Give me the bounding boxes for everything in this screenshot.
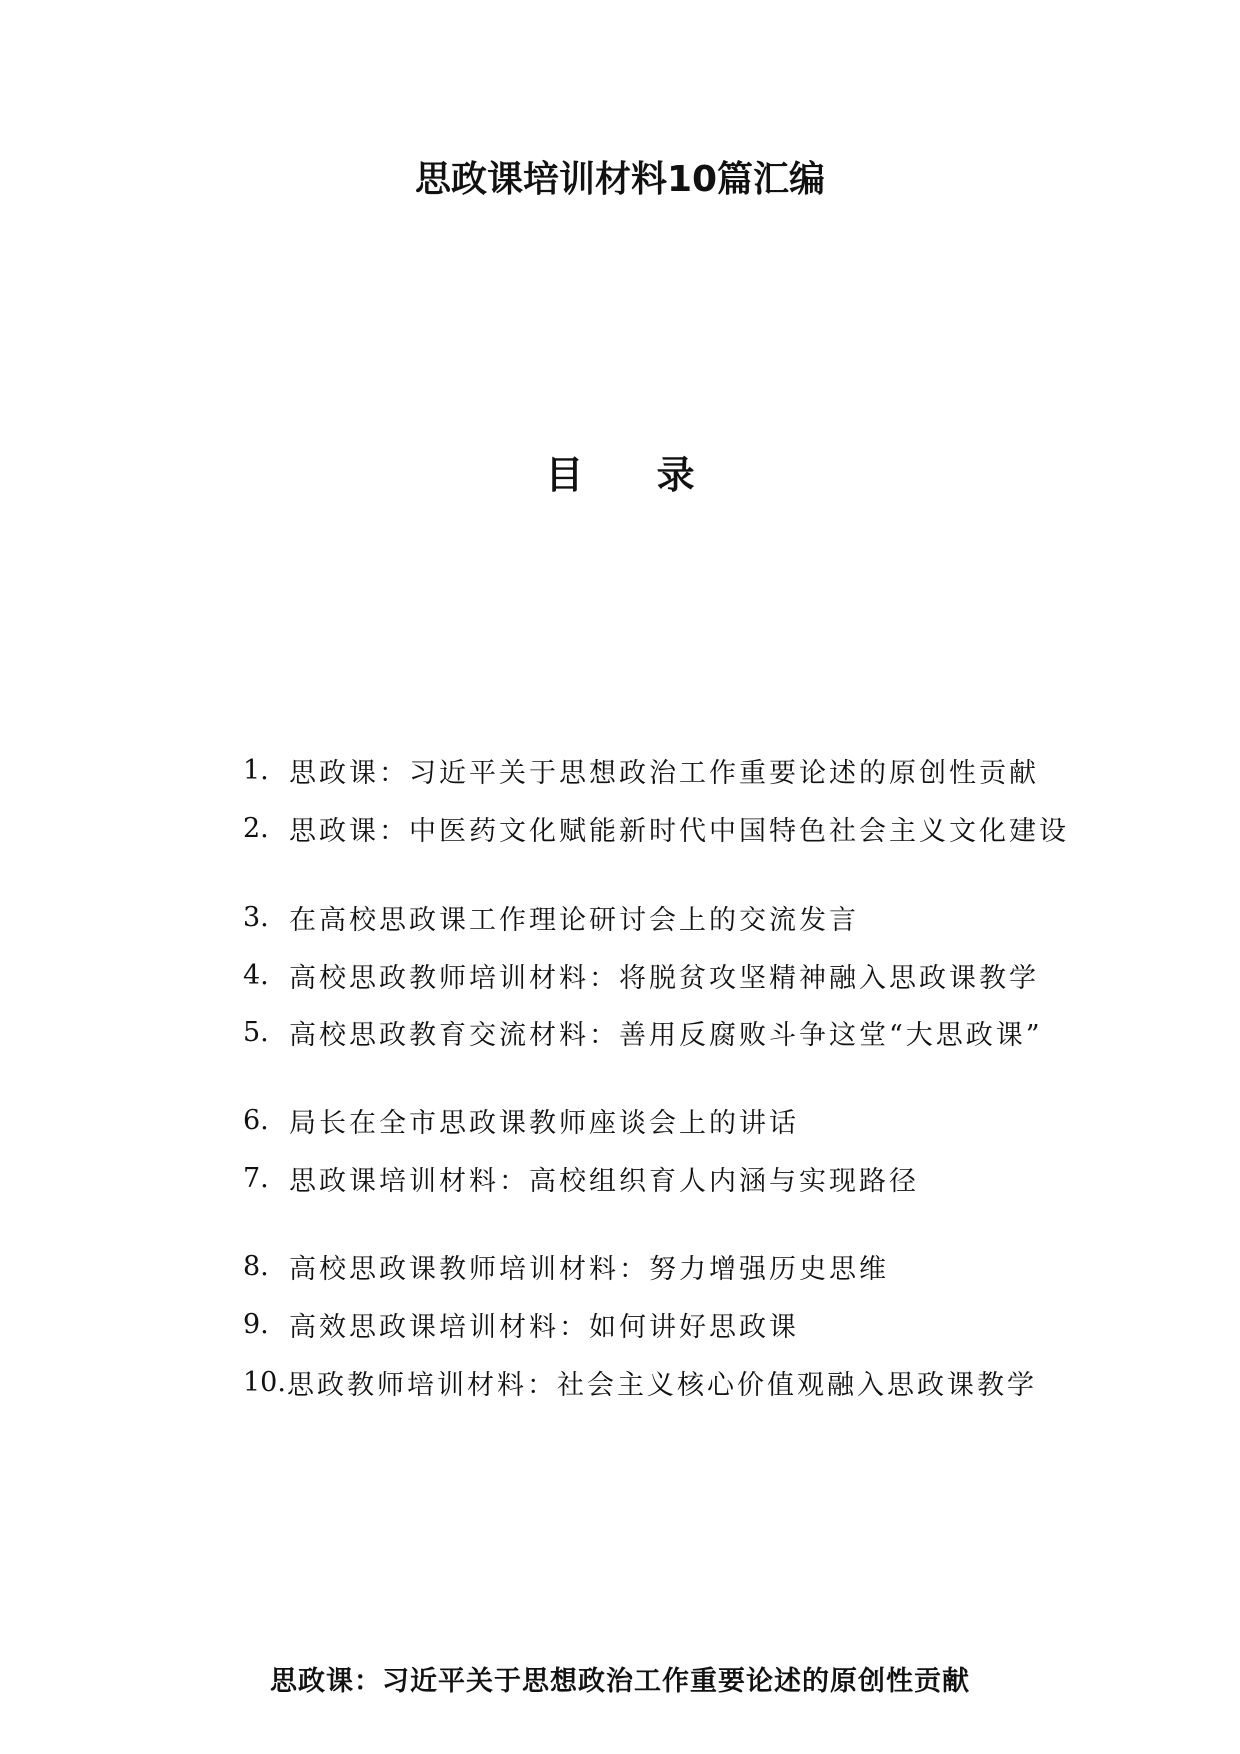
toc-item-number: 2. xyxy=(243,812,269,844)
toc-item-2[interactable] xyxy=(243,807,1069,849)
toc-item-number: 6. xyxy=(243,1104,269,1136)
toc-item-4[interactable] xyxy=(243,954,1039,996)
toc-heading: 目 录 xyxy=(545,452,725,497)
toc-item-text: 高校思政教育交流材料：善用反腐败斗争这堂“大思政课” xyxy=(289,1019,1043,1051)
toc-item-number: 10. xyxy=(243,1366,286,1398)
toc-item-1[interactable] xyxy=(243,749,1039,791)
toc-item-text: 高效思政课培训材料：如何讲好思政课 xyxy=(289,1311,799,1343)
toc-item-text: 思政教师培训材料：社会主义核心价值观融入思政课教学 xyxy=(287,1369,1037,1401)
toc-item-text: 思政课：习近平关于思想政治工作重要论述的原创性贡献 xyxy=(289,757,1039,789)
toc-item-text: 局长在全市思政课教师座谈会上的讲话 xyxy=(289,1107,799,1139)
toc-item-9[interactable] xyxy=(243,1303,799,1345)
toc-item-number: 1. xyxy=(243,754,269,786)
toc-item-number: 9. xyxy=(243,1308,269,1340)
toc-item-number: 8. xyxy=(243,1250,269,1282)
toc-item-number: 4. xyxy=(243,959,269,991)
toc-item-number: 5. xyxy=(243,1016,269,1048)
toc-item-5[interactable] xyxy=(243,1011,1043,1053)
toc-item-text: 在高校思政课工作理论研讨会上的交流发言 xyxy=(289,904,859,936)
document-title: 思政课培训材料10篇汇编 xyxy=(414,159,826,200)
section-heading: 思政课：习近平关于思想政治工作重要论述的原创性贡献 xyxy=(270,1666,970,1697)
toc-item-3[interactable] xyxy=(243,896,859,938)
toc-item-number: 3. xyxy=(243,901,269,933)
toc-item-8[interactable] xyxy=(243,1245,889,1287)
toc-item-text: 思政课培训材料：高校组织育人内涵与实现路径 xyxy=(289,1165,919,1197)
toc-item-10[interactable] xyxy=(243,1361,1037,1403)
toc-item-text: 高校思政课教师培训材料：努力增强历史思维 xyxy=(289,1253,889,1285)
toc-item-6[interactable] xyxy=(243,1099,799,1141)
toc-item-7[interactable] xyxy=(243,1157,919,1199)
toc-item-number: 7. xyxy=(243,1162,269,1194)
toc-item-text: 高校思政教师培训材料：将脱贫攻坚精神融入思政课教学 xyxy=(289,962,1039,994)
toc-item-text: 思政课：中医药文化赋能新时代中国特色社会主义文化建设 xyxy=(289,815,1069,847)
